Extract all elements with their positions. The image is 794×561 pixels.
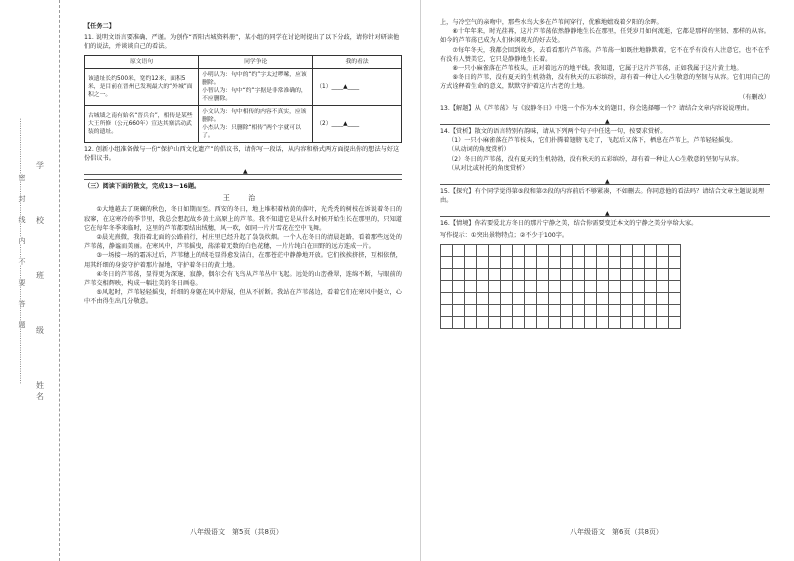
grid-cell[interactable] [513, 317, 525, 329]
grid-cell[interactable] [501, 293, 513, 305]
question-14-sentence-1: （1）一只小麻雀落在芦苇枝头，它们扑腾着翅膀飞走了，飞起后又落下，栖息在芦苇上，芦苇轻轻摇曳。 [448, 137, 737, 145]
grid-cell[interactable] [585, 305, 597, 317]
grid-cell[interactable] [477, 293, 489, 305]
page-footer: 八年级语文 第6页（共8页） [570, 528, 663, 536]
source-note: （有删改） [739, 93, 770, 101]
grid-cell[interactable] [597, 257, 609, 269]
grid-cell[interactable] [585, 317, 597, 329]
grid-cell[interactable] [465, 317, 477, 329]
grid-cell[interactable] [453, 305, 465, 317]
seal-line-text: ……………………密……封……线……内……不……要……答……题…………………… [18, 118, 26, 384]
grid-cell[interactable] [537, 245, 549, 257]
grid-cell[interactable] [513, 257, 525, 269]
grid-cell[interactable] [669, 245, 681, 257]
grid-cell[interactable] [573, 245, 585, 257]
grid-cell[interactable] [585, 281, 597, 293]
question-15: 15.【探究】有个同学觉得第⑤段和第⑦段的内容前后不够紧凑，不如删去。你同意他的看法吗？请结合文章主题说说理由。 [440, 188, 765, 205]
question-14-hint-2: （从对比或衬托的角度赏析） [448, 164, 529, 172]
article-title: 王 治 [222, 194, 264, 203]
grid-cell[interactable] [549, 305, 561, 317]
grid-cell[interactable] [657, 257, 669, 269]
grid-cell[interactable] [501, 317, 513, 329]
grid-cell[interactable] [465, 257, 477, 269]
grid-cell[interactable] [441, 245, 453, 257]
answer-line[interactable] [440, 175, 770, 185]
page-divider [420, 0, 421, 561]
table-header: 我的看法 [313, 55, 402, 68]
grid-cell[interactable] [633, 293, 645, 305]
binding-margin [0, 0, 60, 561]
grid-cell[interactable] [453, 317, 465, 329]
grid-cell[interactable] [501, 269, 513, 281]
grid-cell[interactable] [609, 293, 621, 305]
grid-cell[interactable] [525, 269, 537, 281]
grid-cell[interactable] [549, 317, 561, 329]
grid-cell[interactable] [633, 281, 645, 293]
page-6 [440, 18, 770, 538]
answer-blank[interactable]: （2）____▲____ [313, 105, 402, 142]
grid-cell[interactable] [573, 257, 585, 269]
grid-cell[interactable] [501, 257, 513, 269]
article-paragraph: ③一场接一场的霜冻过后，芦苇穗上的绒毛显得愈发洁白，在那苍茫中静静地开放。它们挨挨挤挤，互相依偎，用其纤细的身姿守护着那片湿地，守护着冬日的黄土地。 [84, 252, 402, 269]
grid-cell[interactable] [537, 257, 549, 269]
article-paragraph: ⑤风起时，芦苇轻轻摇曳，纤细的身躯在风中舒展，但从不折断。我站在芦苇荡边，看着它们在寒风中挺立，心中不由得生出几分敬意。 [84, 289, 402, 306]
answer-blank[interactable]: （1）____▲____ [313, 68, 402, 105]
article-paragraph: ①大地越去了斑斓的秋色，冬日如期而至。西安的冬日，地上堆积着枯黄的落叶，光秃秃的树枝在诉说着冬日的寂寥，在这寒冷的季节里，我总会想起故乡黄土高原上的芦苇。我不知道它是从什么时候开始生长在那里的，只知道它在每年冬季来临时，这里的芦苇都要结出绒穗，风一吹，如同一片片雪花在空中飞舞。 [84, 206, 402, 232]
answer-marker: ▲ [243, 168, 248, 176]
grid-cell[interactable] [441, 269, 453, 281]
grid-cell[interactable] [441, 317, 453, 329]
grid-cell[interactable] [477, 305, 489, 317]
grid-cell[interactable] [645, 293, 657, 305]
grid-cell[interactable] [453, 281, 465, 293]
grid-cell[interactable] [609, 245, 621, 257]
table-cell-debate: 小明认为：句中的“约”字太过啰嗦，应该删除。 小智认为：句中“约”字据是非常准确的，不应删除。 [199, 68, 313, 105]
grid-cell[interactable] [633, 269, 645, 281]
seal-char: 姓名 [36, 381, 44, 401]
grid-cell[interactable] [621, 317, 633, 329]
answer-marker: ▲ [605, 210, 610, 218]
grid-cell[interactable] [561, 257, 573, 269]
grid-cell[interactable] [465, 269, 477, 281]
grid-cell[interactable] [477, 317, 489, 329]
table-cell-debate: 小文认为：句中相传的内容不真实，应该删除。 小杰认为：只删除“相传”两个字就可以了。 [199, 105, 313, 142]
grid-cell[interactable] [645, 245, 657, 257]
grid-cell[interactable] [669, 269, 681, 281]
debate-table [84, 55, 402, 143]
grid-cell[interactable] [477, 281, 489, 293]
grid-cell[interactable] [561, 245, 573, 257]
page-footer: 八年级语文 第5页（共8页） [190, 528, 283, 536]
question-14-sentence-2: （2）冬日的芦苇荡，没有夏天的生机勃勃，没有秋天的五彩缤纷，却有着一种让人心生敬意的坚韧与从容。 [448, 155, 743, 163]
grid-cell[interactable] [537, 305, 549, 317]
grid-cell[interactable] [465, 245, 477, 257]
grid-cell[interactable] [441, 305, 453, 317]
grid-cell[interactable] [561, 317, 573, 329]
seal-char: 班 [36, 271, 44, 280]
grid-cell[interactable] [465, 293, 477, 305]
grid-cell[interactable] [669, 305, 681, 317]
grid-cell[interactable] [465, 281, 477, 293]
grid-cell[interactable] [549, 281, 561, 293]
grid-cell[interactable] [525, 245, 537, 257]
question-13: 13.【解题】从《芦苇荡》与《寂静冬日》中选一个作为本文的题目，你会选择哪一个？请结合文章内容说说理由。 [440, 104, 754, 112]
seal-char: 级 [36, 326, 44, 335]
grid-cell[interactable] [621, 245, 633, 257]
grid-cell[interactable] [537, 293, 549, 305]
grid-cell[interactable] [477, 269, 489, 281]
grid-cell[interactable] [633, 305, 645, 317]
grid-cell[interactable] [489, 293, 501, 305]
grid-cell[interactable] [441, 257, 453, 269]
grid-cell[interactable] [645, 305, 657, 317]
page-5 [84, 18, 402, 538]
grid-cell[interactable] [525, 293, 537, 305]
section-3-title: （三）阅读下面的散文，完成13～16题。 [84, 179, 402, 191]
grid-cell[interactable] [549, 269, 561, 281]
grid-cell[interactable] [489, 305, 501, 317]
grid-cell[interactable] [561, 293, 573, 305]
question-14: 14.【赏析】散文的语言特别有韵味，请从下列两个句子中任选一句，按要求赏析。 [440, 128, 667, 136]
grid-cell[interactable] [669, 317, 681, 329]
grid-cell[interactable] [525, 257, 537, 269]
article-paragraph: ④冬日的芦苇荡，显得更为深邃、寂静，偶尔会有飞鸟从芦苇丛中飞起。远处的山峦叠翠，连绵不断，与眼前的芦苇交相辉映，构成一幅壮美的冬日画卷。 [84, 270, 402, 288]
task2-title: 【任务二】 [84, 23, 115, 30]
grid-cell[interactable] [645, 269, 657, 281]
grid-cell[interactable] [573, 305, 585, 317]
article-paragraph: ②晨光熹微，我沿着北面的公路前行，村庄里已经升起了袅袅炊烟。一个人在冬日的清晨赶路，看着那些远处的芦苇荡，静谧而美丽。在寒风中，芦苇摇曳，荡漾着无数的白色花穗，一片片纯白在田野的远方连成一片。 [84, 234, 402, 251]
article-paragraph: ⑨冬日的芦苇，没有夏天的生机勃勃，没有秋天的五彩缤纷，却有着一种让人心生敬意的坚韧与从容。它们用自己的方式诠释着生命的意义，默默守护着这片古老的土地。 [440, 74, 770, 91]
grid-cell[interactable] [561, 281, 573, 293]
writing-hint: 写作提示：①突出景物特点；②不少于100字。 [440, 231, 569, 239]
grid-cell[interactable] [477, 257, 489, 269]
grid-cell[interactable] [585, 269, 597, 281]
grid-cell[interactable] [561, 305, 573, 317]
grid-cell[interactable] [645, 317, 657, 329]
grid-cell[interactable] [465, 305, 477, 317]
table-header: 原文语句 [85, 55, 199, 68]
grid-cell[interactable] [441, 281, 453, 293]
grid-cell[interactable] [573, 317, 585, 329]
grid-cell[interactable] [489, 257, 501, 269]
grid-cell[interactable] [489, 245, 501, 257]
table-header-row [85, 55, 402, 68]
grid-cell[interactable] [633, 317, 645, 329]
grid-cell[interactable] [561, 269, 573, 281]
grid-cell[interactable] [453, 269, 465, 281]
answer-marker: ▲ [605, 178, 610, 186]
grid-cell[interactable] [537, 281, 549, 293]
grid-cell[interactable] [513, 305, 525, 317]
article-paragraph: ⑦每年冬天，我都会回到故乡，去看看那片芦苇荡。芦苇荡一如既往地静默着，它不在乎有没有人注意它，也不在乎有没有人赞美它，它只是静静地生长着。 [440, 46, 770, 63]
grid-cell[interactable] [513, 269, 525, 281]
answer-line[interactable] [440, 115, 770, 125]
question-11: 11. 说明文语言要准确、严谨。为创作“晋阳古城资料册”，某小组的同学在讨论时提出了以下分歧，请你针对研读他们的说法，并谈谈自己的看法。 [84, 34, 400, 51]
grid-cell[interactable] [501, 281, 513, 293]
grid-cell[interactable] [501, 245, 513, 257]
table-cell-original: 古城墙之南有始名“晋兵台”，相传是某些大王所修（公元660年）宣达其寨活动武装的遗址。 [85, 105, 199, 142]
grid-cell[interactable] [549, 293, 561, 305]
grid-cell[interactable] [585, 293, 597, 305]
grid-cell[interactable] [525, 317, 537, 329]
grid-cell[interactable] [657, 317, 669, 329]
article-paragraph: ⑥十年年来，时光荏苒，这片芦苇荡依然静静地生长在那里，任凭岁月如何流逝，它都是那样的坚韧、那样的从容。如今的芦苇荡已成为人们休闲观光的好去处。 [440, 28, 770, 45]
seal-char: 学 [36, 161, 44, 170]
grid-cell[interactable] [501, 305, 513, 317]
grid-cell[interactable] [489, 317, 501, 329]
grid-cell[interactable] [621, 293, 633, 305]
grid-cell[interactable] [657, 293, 669, 305]
grid-cell[interactable] [633, 245, 645, 257]
grid-cell[interactable] [441, 293, 453, 305]
grid-cell[interactable] [621, 257, 633, 269]
grid-cell[interactable] [621, 305, 633, 317]
grid-cell[interactable] [657, 305, 669, 317]
seal-char: 校 [36, 216, 44, 225]
grid-cell[interactable] [621, 269, 633, 281]
grid-cell[interactable] [453, 293, 465, 305]
grid-cell[interactable] [597, 269, 609, 281]
grid-cell[interactable] [597, 305, 609, 317]
table-header: 同学争论 [199, 55, 313, 68]
grid-cell[interactable] [585, 257, 597, 269]
grid-cell[interactable] [525, 305, 537, 317]
grid-cell[interactable] [597, 317, 609, 329]
grid-cell[interactable] [585, 245, 597, 257]
grid-cell[interactable] [669, 257, 681, 269]
grid-cell[interactable] [573, 281, 585, 293]
grid-cell[interactable] [573, 269, 585, 281]
grid-cell[interactable] [489, 269, 501, 281]
grid-cell[interactable] [537, 317, 549, 329]
grid-cell[interactable] [453, 245, 465, 257]
grid-cell[interactable] [609, 269, 621, 281]
grid-cell[interactable] [657, 269, 669, 281]
grid-cell[interactable] [549, 257, 561, 269]
grid-cell[interactable] [537, 269, 549, 281]
grid-cell[interactable] [609, 305, 621, 317]
table-row [85, 68, 402, 105]
grid-cell[interactable] [645, 281, 657, 293]
grid-cell[interactable] [609, 317, 621, 329]
grid-cell[interactable] [573, 293, 585, 305]
grid-cell[interactable] [513, 245, 525, 257]
grid-cell[interactable] [453, 257, 465, 269]
grid-cell[interactable] [489, 281, 501, 293]
grid-cell[interactable] [597, 293, 609, 305]
grid-cell[interactable] [645, 257, 657, 269]
grid-cell[interactable] [597, 281, 609, 293]
grid-cell[interactable] [669, 281, 681, 293]
grid-cell[interactable] [525, 281, 537, 293]
grid-cell[interactable] [657, 281, 669, 293]
grid-cell[interactable] [597, 245, 609, 257]
grid-cell[interactable] [609, 257, 621, 269]
question-14-hint-1: （从动词的角度赏析） [448, 146, 510, 154]
table-cell-original: 该遗址长约500米，宽约12米，面积5米，是目前在晋州已发现最大的“外城”面积之一。 [85, 68, 199, 105]
article-paragraph: ⑧一只小麻雀落在芦苇枝头，正对着远方的地平线。我知道，它属于这片芦苇荡，正如我属于这片黄土地。 [452, 65, 743, 73]
grid-cell[interactable] [609, 281, 621, 293]
table-row [85, 105, 402, 142]
question-12: 12. 创新小组准备做与一份“保护山西文化遗产”的倡议书，请你写一段话，从内容和格式两方面提出你的想法与好这份倡议书。 [84, 145, 400, 162]
article-paragraph: 上，与冷空气的亲吻中，那些水鸟大多在芦苇间穿行，优雅地嬉戏着夕阳的余晖。 [440, 19, 663, 26]
answer-line[interactable] [440, 207, 770, 217]
grid-cell[interactable] [657, 245, 669, 257]
grid-cell[interactable] [549, 245, 561, 257]
grid-cell[interactable] [513, 281, 525, 293]
grid-cell[interactable] [477, 245, 489, 257]
answer-line[interactable] [84, 165, 402, 175]
grid-cell[interactable] [513, 293, 525, 305]
grid-cell[interactable] [669, 293, 681, 305]
grid-cell[interactable] [621, 281, 633, 293]
answer-marker: ▲ [605, 118, 610, 126]
question-16: 16.【情境】你若要爱北方冬日的那片宁静之美，结合你需要变迁本文的宁静之美分享给大家。 [440, 220, 698, 228]
grid-cell[interactable] [633, 257, 645, 269]
writing-grid[interactable] [440, 244, 681, 329]
